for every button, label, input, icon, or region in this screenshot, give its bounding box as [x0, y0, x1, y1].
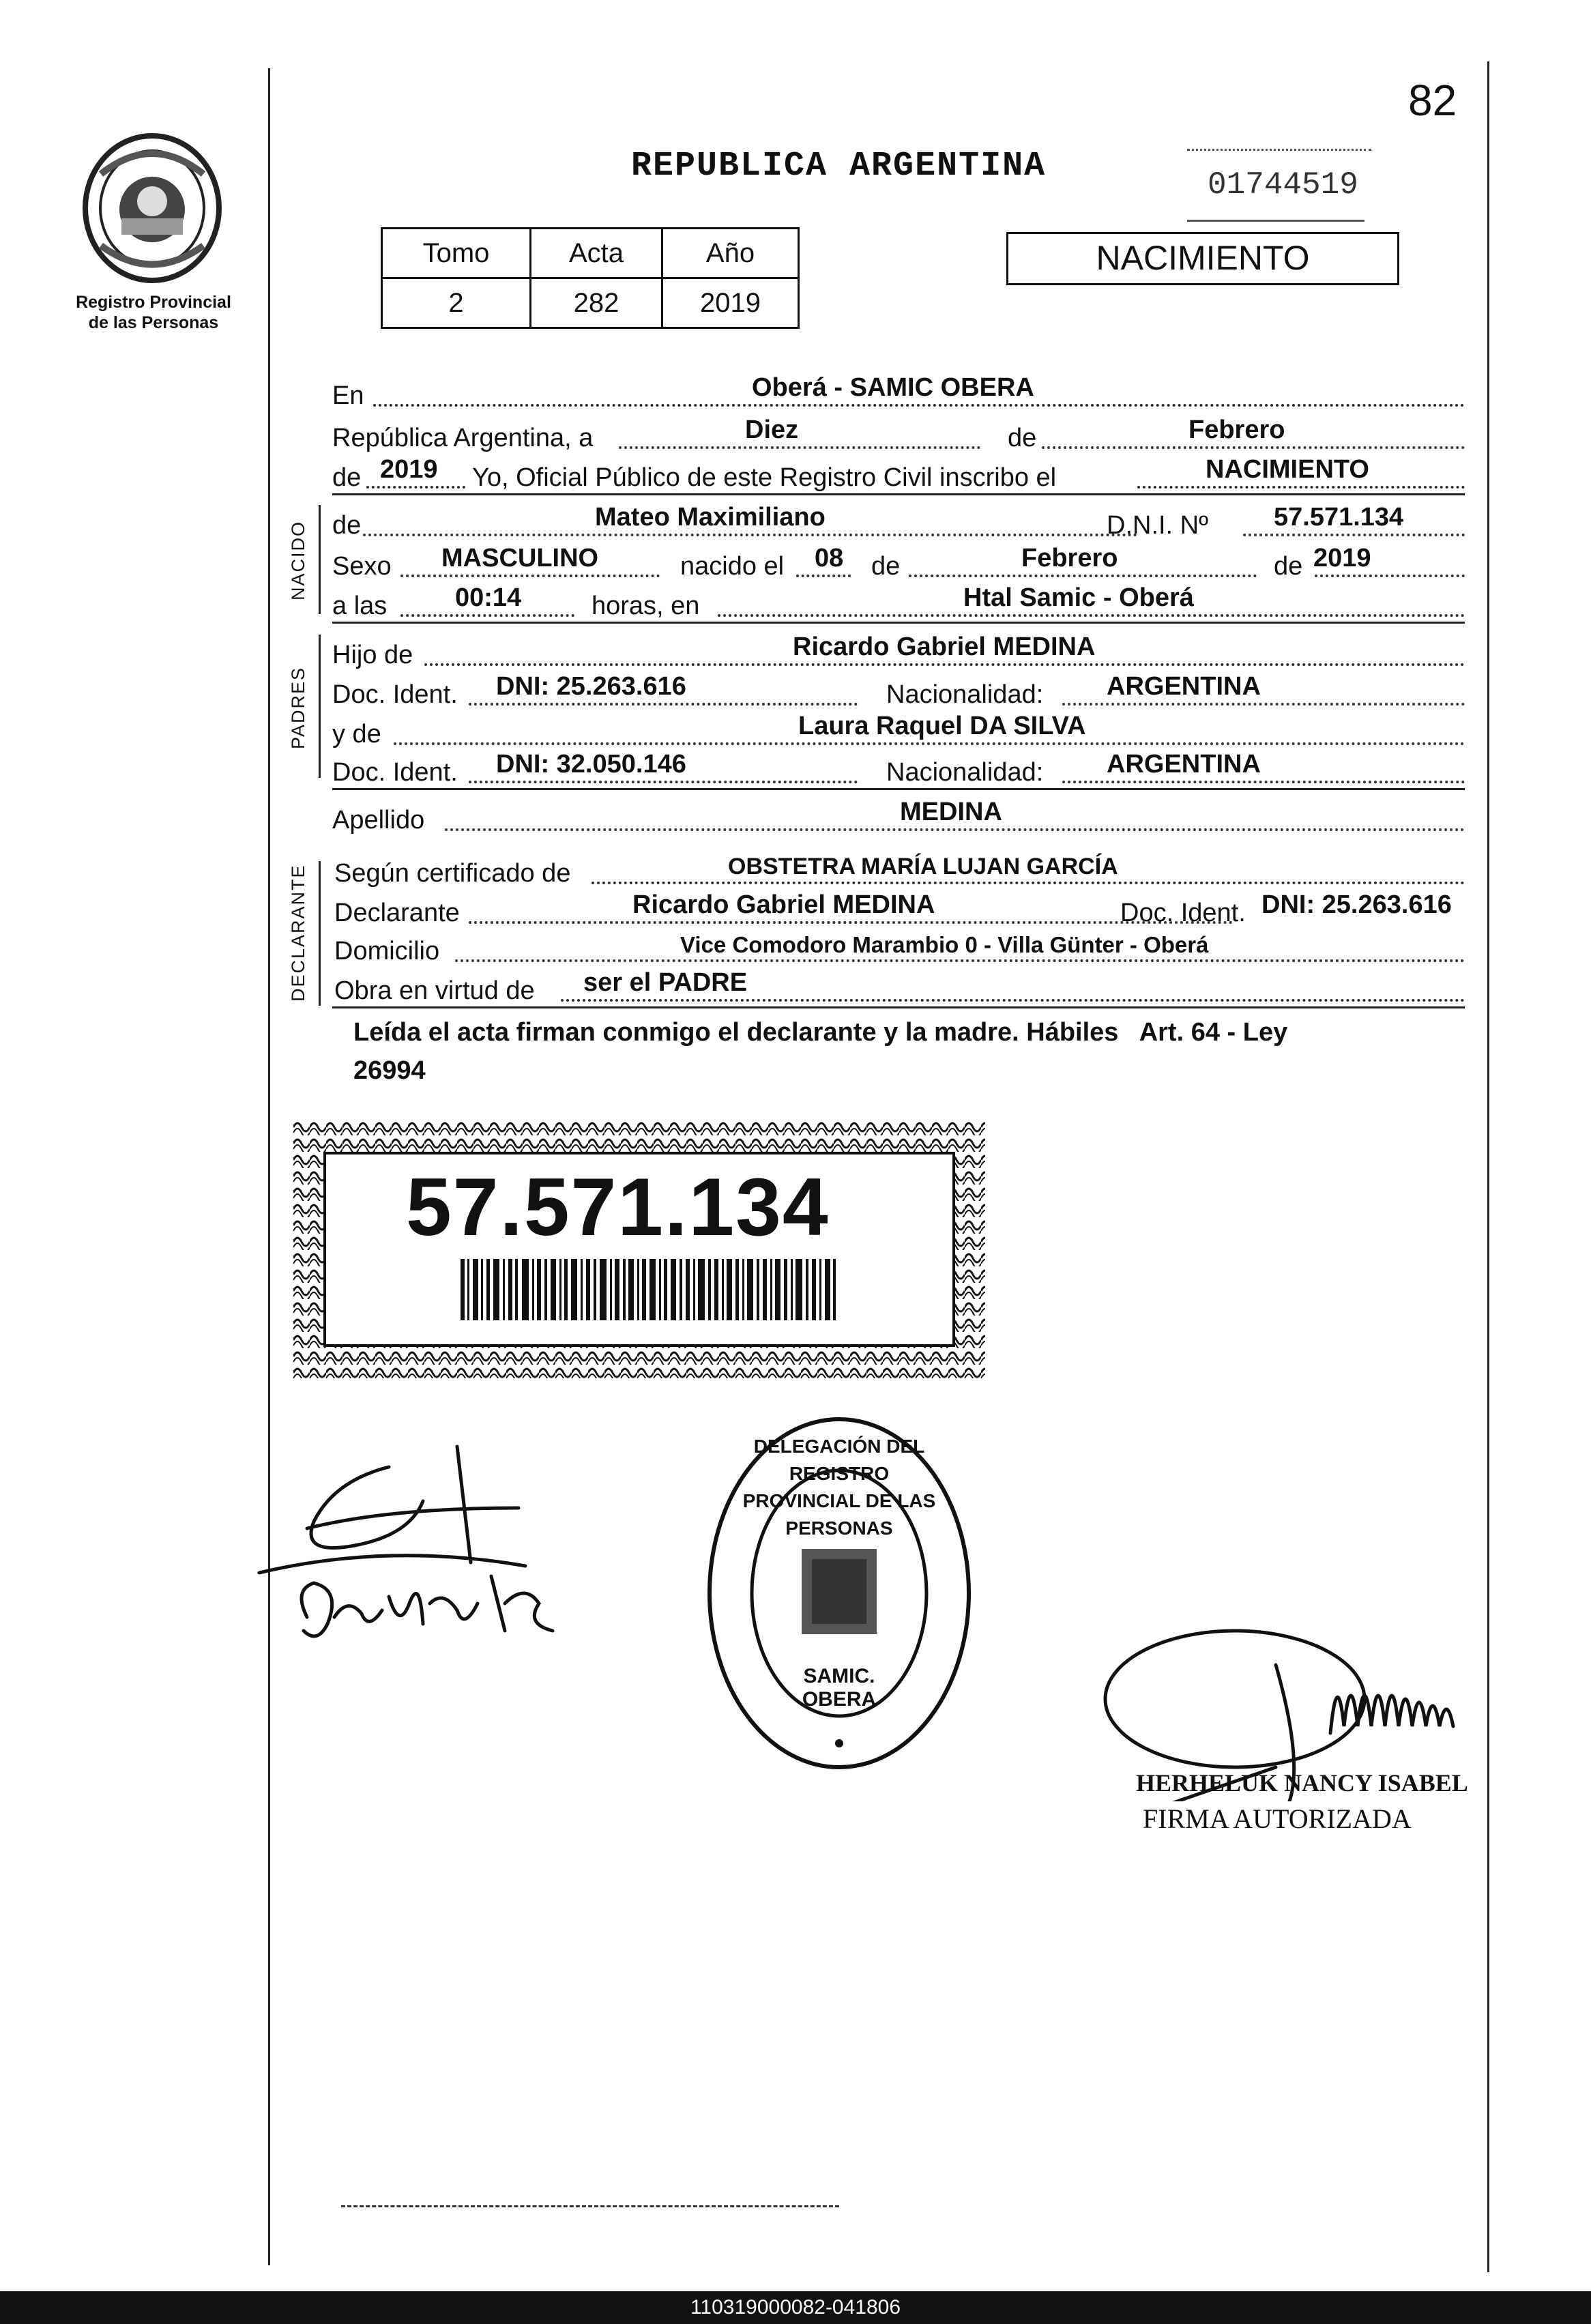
dots	[366, 486, 465, 489]
dots	[424, 663, 1465, 666]
value-acta: 282	[531, 278, 662, 328]
obra-value: ser el PADRE	[583, 968, 748, 997]
row-obra	[332, 969, 1465, 1008]
segun-label: Según certificado de	[334, 859, 571, 888]
birth-year: 2019	[1313, 544, 1371, 572]
hora-value: 00:14	[455, 583, 522, 612]
month-value: Febrero	[1188, 416, 1285, 444]
rule	[332, 622, 1465, 624]
bottom-dash-mark	[341, 2205, 839, 2207]
apellido-value: MEDINA	[900, 798, 1002, 826]
horas-en-label: horas, en	[592, 592, 700, 620]
row-sexo	[332, 544, 1465, 584]
year-value: 2019	[380, 455, 438, 484]
hijo-de-label: Hijo de	[332, 641, 413, 669]
dots	[400, 575, 660, 577]
dots	[1137, 486, 1465, 489]
serial-underline	[1187, 149, 1371, 151]
padre-name: Ricardo Gabriel MEDINA	[793, 633, 1096, 661]
rule	[332, 1006, 1465, 1008]
segun-value: OBSTETRA MARÍA LUJAN GARCÍA	[728, 854, 1118, 880]
birth-month: Febrero	[1021, 544, 1118, 572]
padre-doc: DNI: 25.263.616	[496, 672, 686, 701]
rule	[332, 788, 1465, 790]
dni-sticker-number: 57.571.134	[406, 1161, 830, 1253]
row-hijo-de	[332, 633, 1465, 673]
dots	[373, 404, 1465, 407]
official-name: HERHELUK NANCY ISABEL	[1136, 1769, 1468, 1797]
dots	[400, 614, 574, 617]
nacido-dni: 57.571.134	[1274, 503, 1404, 532]
declarante-name: Ricardo Gabriel MEDINA	[632, 890, 935, 919]
birth-de-label: de	[871, 552, 901, 581]
record-table	[381, 227, 800, 329]
dots	[394, 742, 1465, 745]
dots	[1062, 703, 1465, 706]
declarante-doc-label: Doc. Ident.	[1120, 899, 1246, 927]
barcode	[461, 1259, 836, 1320]
registry-caption-line2: de las Personas	[88, 313, 219, 332]
dots	[469, 703, 858, 706]
header-acta: Acta	[531, 229, 662, 278]
year-prefix: de	[332, 463, 362, 492]
value-ano: 2019	[662, 278, 799, 328]
sexo-label: Sexo	[332, 552, 392, 581]
registry-caption	[65, 292, 242, 333]
declarant-signature	[252, 1426, 607, 1658]
padre-nac: ARGENTINA	[1107, 672, 1261, 701]
dots	[796, 575, 851, 577]
dots	[1243, 534, 1465, 536]
serial-underline-2	[1187, 220, 1364, 222]
birth-day: 08	[815, 544, 844, 572]
padre-nac-label: Nacionalidad:	[886, 680, 1044, 709]
row-apellido	[332, 798, 1465, 838]
registry-caption-line1: Registro Provincial	[76, 293, 231, 312]
dots	[445, 828, 1465, 831]
footer-code: 110319000082-041806	[0, 2291, 1591, 2324]
nacido-name: Mateo Maximiliano	[595, 503, 826, 532]
madre-nac-label: Nacionalidad:	[886, 758, 1044, 787]
delegation-stamp	[703, 1412, 976, 1774]
rule	[332, 493, 1465, 495]
yo-text: Yo, Oficial Público de este Registro Civil inscribo el	[472, 463, 1057, 492]
dni-sticker	[293, 1119, 985, 1378]
row-segun	[332, 852, 1465, 891]
declarante-name-label: Declarante	[334, 899, 460, 927]
value-tomo: 2	[382, 278, 531, 328]
madre-nac: ARGENTINA	[1107, 750, 1261, 779]
nacido-el-label: nacido el	[680, 552, 785, 581]
padre-doc-label: Doc. Ident.	[332, 680, 458, 709]
y-de-label: y de	[332, 720, 381, 749]
dots	[469, 921, 1233, 924]
dots	[592, 882, 1465, 884]
a-las-label: a las	[332, 592, 388, 620]
header-ano: Año	[662, 229, 799, 278]
lugar-value: Htal Samic - Oberá	[963, 583, 1194, 612]
row-madre-doc	[332, 751, 1465, 790]
declarante-doc: DNI: 25.263.616	[1261, 890, 1452, 919]
padres-label: PADRES	[288, 666, 308, 749]
apellido-label: Apellido	[332, 806, 425, 834]
dots	[1042, 446, 1465, 449]
left-margin-rule	[268, 68, 270, 2265]
official-role: FIRMA AUTORIZADA	[1143, 1803, 1412, 1834]
stamp-inner-text: SAMIC. OBERA	[802, 1665, 877, 1711]
row-nacido-de	[332, 504, 1465, 543]
sexo-value: MASCULINO	[441, 544, 599, 572]
dots	[619, 446, 980, 449]
dots	[1062, 781, 1465, 783]
dots	[469, 781, 858, 783]
closing-note-line1: Leída el acta firman conmigo el declarante y la madre. Hábiles Art. 64 - Ley	[353, 1018, 1288, 1047]
declarante-bar	[319, 861, 321, 1006]
nacido-label: NACIDO	[288, 520, 308, 600]
dots	[718, 614, 1465, 617]
birth-de2-label: de	[1274, 552, 1303, 581]
madre-name: Laura Raquel DA SILVA	[798, 712, 1086, 740]
row-y-de	[332, 712, 1465, 752]
inscribo-value: NACIMIENTO	[1206, 455, 1369, 484]
registry-seal	[81, 133, 224, 283]
nacido-de-label: de	[332, 511, 362, 540]
dots	[455, 959, 1465, 962]
republica-label: República Argentina, a	[332, 424, 594, 452]
madre-doc: DNI: 32.050.146	[496, 750, 686, 779]
header-tomo: Tomo	[382, 229, 531, 278]
domicilio-value: Vice Comodoro Marambio 0 - Villa Günter - Oberá	[680, 932, 1209, 957]
padres-bar	[319, 635, 321, 778]
de-label: de	[1008, 424, 1037, 452]
row-padre-doc	[332, 673, 1465, 712]
dots	[1315, 575, 1465, 577]
right-margin-rule	[1487, 61, 1489, 2272]
row-en	[332, 374, 1465, 413]
stamp-text: DELEGACIÓN DEL REGISTRO PROVINCIAL DE LAS PERSONAS	[742, 1436, 936, 1539]
en-label: En	[332, 381, 364, 410]
nacido-bar	[319, 505, 321, 614]
row-declarante	[332, 891, 1465, 931]
row-yo	[332, 456, 1465, 495]
row-hora	[332, 584, 1465, 624]
row-domicilio	[332, 929, 1465, 969]
page-number: 82	[1408, 76, 1457, 125]
declarante-label: DECLARANTE	[288, 864, 308, 1002]
closing-note-line2: 26994	[353, 1056, 426, 1085]
dots	[363, 534, 1137, 536]
act-type-box: NACIMIENTO	[1006, 232, 1399, 285]
document-title: REPUBLICA ARGENTINA	[631, 147, 1047, 186]
serial-number: 01744519	[1208, 167, 1358, 203]
dni-label: D.N.I. Nº	[1107, 511, 1208, 540]
domicilio-label: Domicilio	[334, 937, 440, 965]
en-value: Oberá - SAMIC OBERA	[752, 373, 1034, 402]
obra-label: Obra en virtud de	[334, 976, 535, 1005]
dots	[561, 999, 1465, 1002]
closing-note	[353, 1013, 1445, 1090]
madre-doc-label: Doc. Ident.	[332, 758, 458, 787]
day-value: Diez	[745, 416, 799, 444]
row-republica	[332, 416, 1465, 456]
dots	[909, 575, 1257, 577]
